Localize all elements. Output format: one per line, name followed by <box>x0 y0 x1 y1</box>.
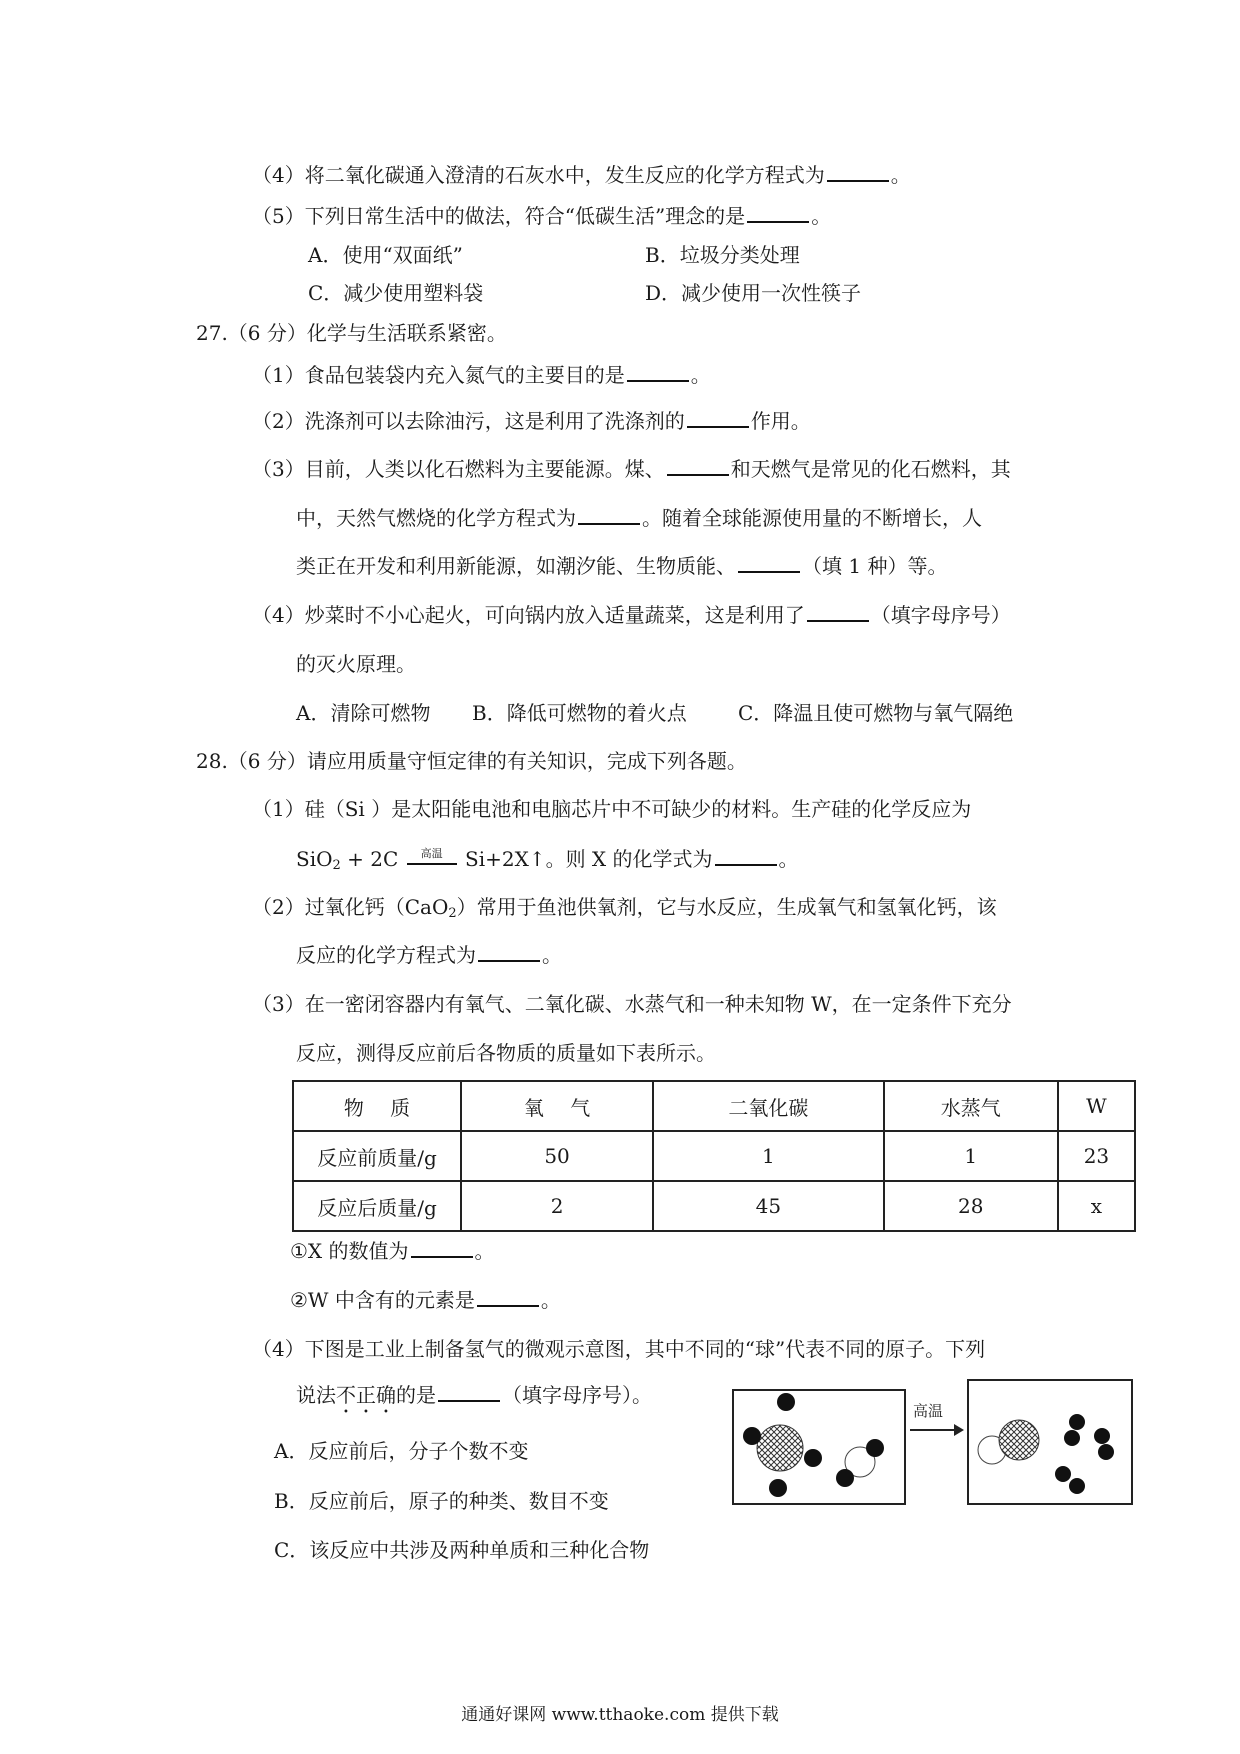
table-cell: 反应前质量/g <box>293 1131 461 1181</box>
answer-blank[interactable] <box>687 408 749 428</box>
table-header-row <box>293 1081 1135 1131</box>
black-atom <box>769 1479 787 1497</box>
table-row <box>293 1131 1135 1181</box>
q27-part3-line1: （3）目前，人类以化石燃料为主要能源。煤、 和天燃气是常见的化石燃料，其 <box>252 457 1011 481</box>
q28-part3-line2: 反应，测得反应前后各物质的质量如下表所示。 <box>296 1041 716 1065</box>
table-header-cell: W <box>1058 1081 1135 1131</box>
q28-header: 28.（6 分）请应用质量守恒定律的有关知识，完成下列各题。 <box>196 749 747 773</box>
q26-option-d: D．减少使用一次性筷子 <box>645 281 862 305</box>
black-atom <box>1055 1466 1071 1482</box>
q27-option-a: A．清除可燃物 <box>296 701 431 725</box>
mass-table <box>292 1080 1136 1232</box>
q27-part4-line2: 的灭火原理。 <box>296 652 416 676</box>
q28-part4-line2: 说法不正确的是 （填字母序号）。 <box>296 1383 652 1407</box>
answer-blank[interactable] <box>807 602 869 622</box>
table-cell: x <box>1058 1181 1135 1231</box>
q27-option-b: B．降低可燃物的着火点 <box>472 701 687 725</box>
q28-part2-line2: 反应的化学方程式为 。 <box>296 943 562 967</box>
table-header-cell: 氧 气 <box>461 1081 653 1131</box>
q28-part1-equation: SiO$_2$ + 2C 高温 Si+2X↑。则 X 的化学式为 。 <box>296 846 799 873</box>
q28-option-c: C．该反应中共涉及两种单质和三种化合物 <box>274 1538 650 1562</box>
table-cell: 2 <box>461 1181 653 1231</box>
table-cell: 23 <box>1058 1131 1135 1181</box>
table-row <box>293 1181 1135 1231</box>
answer-blank[interactable] <box>627 362 689 382</box>
black-atom <box>1098 1444 1114 1460</box>
q28-part4-line1: （4）下图是工业上制备氢气的微观示意图，其中不同的“球”代表不同的原子。下列 <box>252 1337 986 1361</box>
answer-blank[interactable] <box>578 505 640 525</box>
table-cell: 28 <box>884 1181 1058 1231</box>
q27-part3-line3: 类正在开发和利用新能源，如潮汐能、生物质能、 （填 1 种）等。 <box>296 554 948 578</box>
black-atom <box>1069 1414 1085 1430</box>
reaction-diagram <box>732 1378 1134 1516</box>
table-cell: 1 <box>653 1131 883 1181</box>
black-atom <box>866 1439 884 1457</box>
answer-blank[interactable] <box>747 203 809 223</box>
black-atom <box>1094 1428 1110 1444</box>
q26-part5: （5）下列日常生活中的做法，符合“低碳生活”理念的是 。 <box>252 204 832 228</box>
q28-part1-line1: （1）硅（Si ）是太阳能电池和电脑芯片中不可缺少的材料。生产硅的化学反应为 <box>252 797 972 821</box>
table-cell: 反应后质量/g <box>293 1181 461 1231</box>
black-atom <box>836 1469 854 1487</box>
q26-option-a: A．使用“双面纸” <box>308 243 463 267</box>
q27-part4-line1: （4）炒菜时不小心起火，可向锅内放入适量蔬菜，这是利用了 （填字母序号） <box>252 603 1011 627</box>
q28-part3-line1: （3）在一密闭容器内有氧气、二氧化碳、水蒸气和一种未知物 W，在一定条件下充分 <box>252 992 1012 1016</box>
black-atom <box>777 1393 795 1411</box>
answer-blank[interactable] <box>438 1382 500 1402</box>
black-atom <box>1064 1430 1080 1446</box>
q28-option-a: A．反应前后，分子个数不变 <box>274 1439 529 1463</box>
answer-blank[interactable] <box>667 456 729 476</box>
table-header-cell: 二氧化碳 <box>653 1081 883 1131</box>
answer-blank[interactable] <box>478 942 540 962</box>
q28-part3-sub2: ②W 中含有的元素是 。 <box>290 1288 561 1312</box>
q27-part3-line2: 中，天然气燃烧的化学方程式为 。随着全球能源使用量的不断增长，人 <box>296 506 982 530</box>
answer-blank[interactable] <box>715 846 777 866</box>
q26-part4: （4）将二氧化碳通入澄清的石灰水中，发生反应的化学方程式为 。 <box>252 163 911 187</box>
q27-part2: （2）洗涤剂可以去除油污，这是利用了洗涤剂的 作用。 <box>252 409 811 433</box>
answer-blank[interactable] <box>827 162 889 182</box>
table-cell: 45 <box>653 1181 883 1231</box>
page-footer: 通通好课网 www.tthaoke.com 提供下载 <box>461 1705 779 1725</box>
large-atom <box>999 1420 1039 1460</box>
answer-blank[interactable] <box>477 1287 539 1307</box>
table-cell: 1 <box>884 1131 1058 1181</box>
q26-option-b: B．垃圾分类处理 <box>645 243 800 267</box>
table-cell: 50 <box>461 1131 653 1181</box>
answer-blank[interactable] <box>738 553 800 573</box>
black-atom <box>804 1449 822 1467</box>
q26-option-c: C．减少使用塑料袋 <box>308 281 484 305</box>
black-atom <box>743 1427 761 1445</box>
reaction-arrow: 高温 <box>405 850 459 872</box>
arrow-label: 高温 <box>913 1402 944 1420</box>
large-atom <box>757 1425 803 1471</box>
black-atom <box>1069 1478 1085 1494</box>
q28-part2-line1: （2）过氧化钙（CaO$_2$）常用于鱼池供氧剂，它与水反应，生成氧气和氢氧化钙，该 <box>252 895 997 921</box>
q28-part3-sub1: ①X 的数值为 。 <box>290 1239 495 1263</box>
q27-option-c: C．降温且使可燃物与氧气隔绝 <box>738 701 1014 725</box>
q28-option-b: B．反应前后，原子的种类、数目不变 <box>274 1489 609 1513</box>
answer-blank[interactable] <box>411 1238 473 1258</box>
table-header-cell: 物 质 <box>293 1081 461 1131</box>
table-header-cell: 水蒸气 <box>884 1081 1058 1131</box>
arrow-head <box>954 1424 964 1436</box>
q27-part1: （1）食品包装袋内充入氮气的主要目的是 。 <box>252 363 711 387</box>
q27-header: 27.（6 分）化学与生活联系紧密。 <box>196 321 507 345</box>
